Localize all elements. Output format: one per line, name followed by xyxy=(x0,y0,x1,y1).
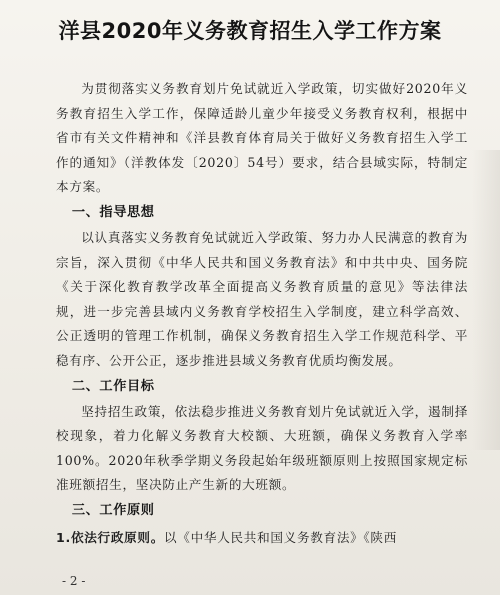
section-heading-work-goals: 二、工作目标 xyxy=(71,378,155,394)
principle-1-text: 以《中华人民共和国义务教育法》《陕西 xyxy=(164,529,398,545)
intro-paragraph: 为贯彻落实义务教育划片免试就近入学政策，切实做好2020年义务教育招生入学工作，保障适龄儿童少年接受义务教育权利，根据中省市有关文件精神和《洋县教育体育局关于做好义务教育招生入学工作的通知》（洋教体发〔2020〕54号）要求，结合县域实际，特制定本方案。 xyxy=(56,81,468,195)
principle-1-lead: 1.依法行政原则。 xyxy=(56,529,165,545)
page-number: - 2 - xyxy=(62,574,86,588)
document-body xyxy=(56,77,468,551)
principle-1-line xyxy=(56,526,468,551)
work-goals-paragraph: 坚持招生政策，依法稳步推进义务教育划片免试就近入学，遏制择校现象，着力化解义务教育大校额、大班额，确保义务教育入学率100%。2020年秋季学期义务段起始年级班额原则上按照国家规定标准班额招生，坚决防止产生新的大班额。 xyxy=(56,403,468,493)
guiding-ideology-paragraph: 以认真落实义务教育免试就近入学政策、努力办人民满意的教育为宗旨，深入贯彻《中华人民共和国义务教育法》和中共中央、国务院《关于深化教育教学改革全面提高义务教育质量的意见》等法律法规，进一步完善县域内义务教育学校招生入学制度，建立科学高效、公正透明的管理工作机制，确保义务教育招生入学工作规范科学、平稳有序、公开公正，逐步推进县域义务教育优质均衡发展。 xyxy=(56,229,468,368)
document-title: 洋县2020年义务教育招生入学工作方案 xyxy=(58,19,442,43)
section-heading-guiding-ideology: 一、指导思想 xyxy=(71,204,155,220)
section-heading-work-principles: 三、工作原则 xyxy=(71,502,155,518)
page-edge-shadow xyxy=(472,150,500,450)
